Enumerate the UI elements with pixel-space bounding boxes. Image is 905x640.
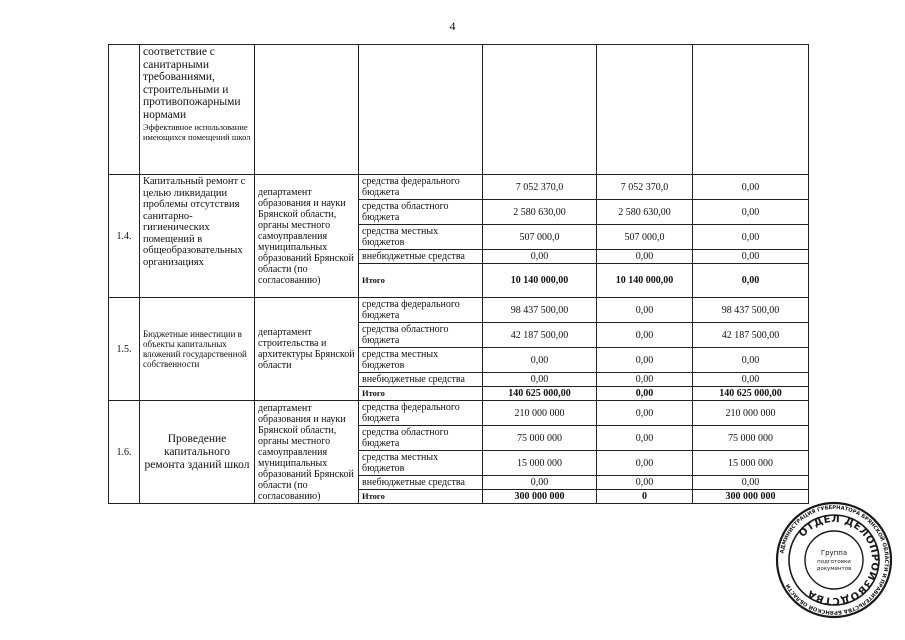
source-label: средства местных бюджетов [359,225,483,250]
total-value: 300 000 000 [483,490,597,504]
source-label: средства областного бюджета [359,426,483,451]
value-cell: 0,00 [483,250,597,264]
item-title: Капитальный ремонт с целью ликвидации проблемы отсутствия санитарно-гигиенических помещений в общеобразовательных организациях [140,175,255,298]
seal-inner-text: ОТДЕЛ ДЕЛОПРОИЗВОДСТВА [797,513,881,607]
value-cell: 2 580 630,00 [597,200,693,225]
source-label: средства местных бюджетов [359,451,483,476]
value-cell: 507 000,0 [483,225,597,250]
source-label: средства федерального бюджета [359,401,483,426]
continuation-number-cell [109,45,140,175]
value-cell: 0,00 [693,373,809,387]
total-label: Итого [359,387,483,401]
total-value: 140 625 000,00 [693,387,809,401]
source-label: средства федерального бюджета [359,298,483,323]
value-cell: 98 437 500,00 [693,298,809,323]
total-label: Итого [359,490,483,504]
value-cell: 0,00 [597,298,693,323]
item-title: Бюджетные инвестиции в объекты капитальных вложений государственной собственности [140,298,255,401]
value-cell: 0,00 [597,451,693,476]
office-seal-stamp [774,500,894,620]
continuation-row [109,45,809,175]
value-cell: 0,00 [693,476,809,490]
total-value: 10 140 000,00 [597,264,693,298]
value-cell: 507 000,0 [597,225,693,250]
continuation-dept-cell [255,45,359,175]
seal-center-line-2: подготовки [817,559,851,565]
value-cell: 98 437 500,00 [483,298,597,323]
table-row [109,298,809,323]
source-label: внебюджетные средства [359,250,483,264]
value-cell: 210 000 000 [483,401,597,426]
value-cell: 75 000 000 [483,426,597,451]
item-number: 1.6. [109,401,140,504]
value-cell: 15 000 000 [483,451,597,476]
value-cell: 0,00 [483,476,597,490]
seal-center-line-1: Группа [820,549,848,557]
value-cell: 0,00 [597,426,693,451]
value-cell: 75 000 000 [693,426,809,451]
value-cell: 0,00 [693,175,809,200]
value-cell: 15 000 000 [693,451,809,476]
total-value: 0,00 [597,387,693,401]
continuation-v3-cell [693,45,809,175]
value-cell: 0,00 [597,323,693,348]
continuation-v2-cell [597,45,693,175]
source-label: внебюджетные средства [359,476,483,490]
value-cell: 0,00 [693,225,809,250]
total-value: 10 140 000,00 [483,264,597,298]
source-label: средства местных бюджетов [359,348,483,373]
continuation-source-cell [359,45,483,175]
value-cell: 42 187 500,00 [483,323,597,348]
item-department: департамент строительства и архитектуры Брянской области [255,298,359,401]
value-cell: 0,00 [597,250,693,264]
value-cell: 0,00 [693,200,809,225]
value-cell: 7 052 370,0 [483,175,597,200]
value-cell: 0,00 [693,250,809,264]
value-cell: 0,00 [597,373,693,387]
continuation-title-cell [140,45,255,175]
page-number: 4 [449,19,456,33]
budget-table [108,44,809,504]
item-department: департамент образования и науки Брянской области, органы местного самоуправления муниципальных образований Брянской области (по согласованию) [255,175,359,298]
item-department: департамент образования и науки Брянской области, органы местного самоуправления муниципальных образований Брянской области (по согласованию) [255,401,359,504]
item-number: 1.5. [109,298,140,401]
continuation-subtext: Эффективное использование имеющихся помещений школ [143,122,251,142]
continuation-text: соответствие с санитарными требованиями, строительными и противопожарными нормами [143,46,241,121]
table-row [109,401,809,426]
value-cell: 7 052 370,0 [597,175,693,200]
value-cell: 210 000 000 [693,401,809,426]
value-cell: 0,00 [483,348,597,373]
total-value: 300 000 000 [693,490,809,504]
total-label: Итого [359,264,483,298]
seal-center-line-3: документов [816,566,852,572]
table-row [109,175,809,200]
value-cell: 0,00 [597,348,693,373]
total-value: 0,00 [693,264,809,298]
value-cell: 42 187 500,00 [693,323,809,348]
total-value: 140 625 000,00 [483,387,597,401]
seal-outer-text: АДМИНИСТРАЦИЯ ГУБЕРНАТОРА БРЯНСКОЙ ОБЛАСТИ И ПРАВИТЕЛЬСТВА БРЯНСКОЙ ОБЛАСТИ [779,504,890,616]
source-label: внебюджетные средства [359,373,483,387]
value-cell: 0,00 [483,373,597,387]
source-label: средства федерального бюджета [359,175,483,200]
source-label: средства областного бюджета [359,323,483,348]
value-cell: 2 580 630,00 [483,200,597,225]
value-cell: 0,00 [597,476,693,490]
source-label: средства областного бюджета [359,200,483,225]
total-value: 0 [597,490,693,504]
item-number: 1.4. [109,175,140,298]
item-title: Проведение капитального ремонта зданий школ [140,401,255,504]
continuation-v1-cell [483,45,597,175]
value-cell: 0,00 [693,348,809,373]
value-cell: 0,00 [597,401,693,426]
